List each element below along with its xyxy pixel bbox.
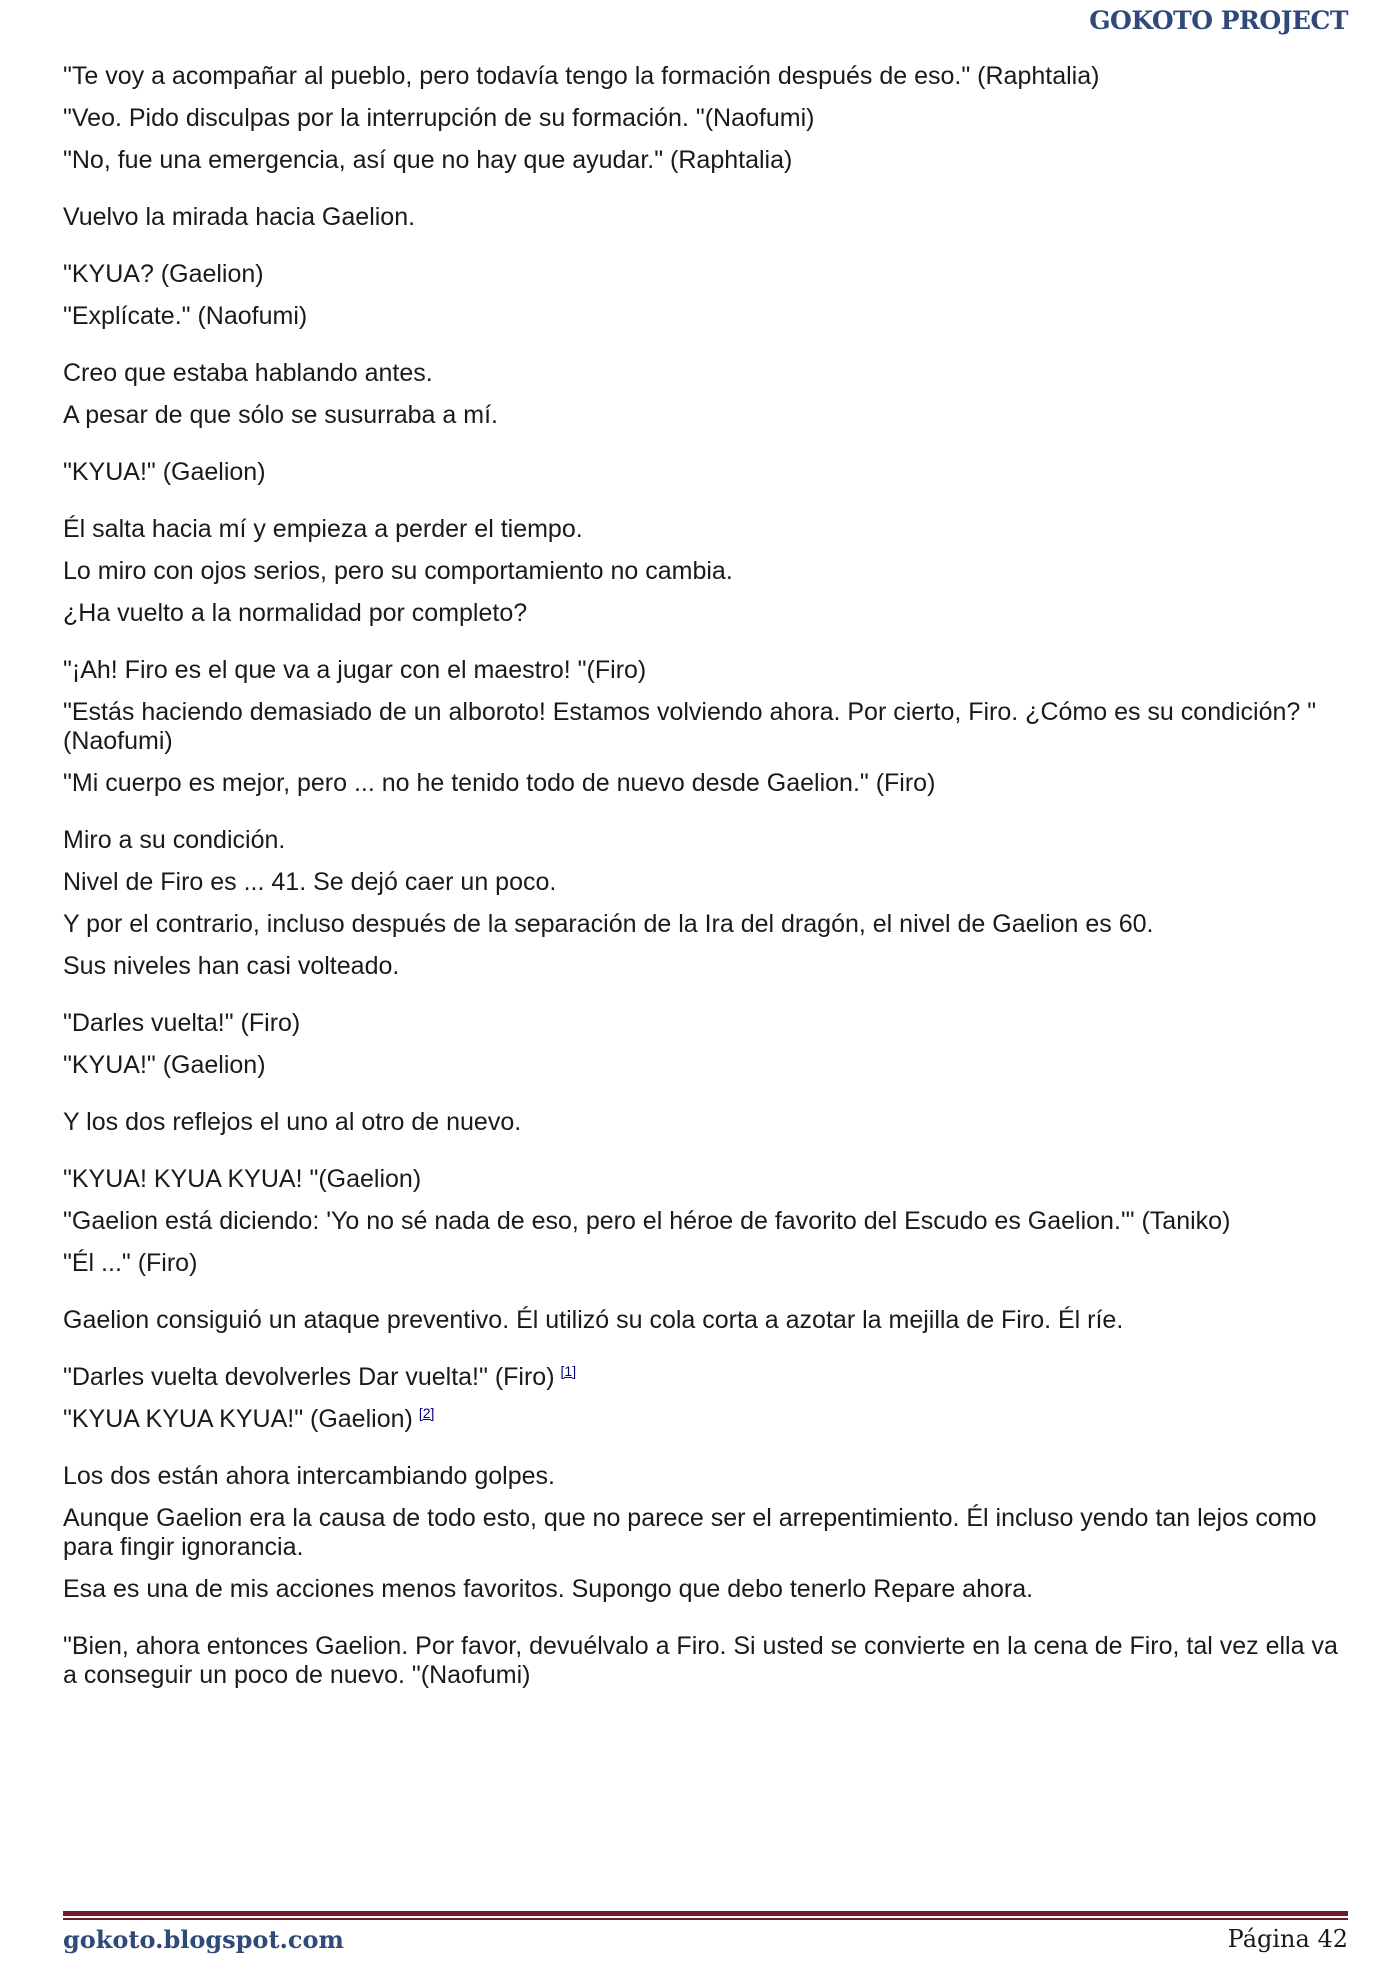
- text-line: A pesar de que sólo se susurraba a mí.: [63, 401, 498, 429]
- text-line: "Mi cuerpo es mejor, pero ... no he tenido todo de nuevo desde Gaelion." (Firo): [63, 769, 936, 797]
- text-line: "KYUA! KYUA KYUA! "(Gaelion): [63, 1165, 422, 1193]
- text-line: Lo miro con ojos serios, pero su comportamiento no cambia.: [63, 557, 733, 585]
- text-line: Y por el contrario, incluso después de la separación de la Ira del dragón, el nivel de Gaelion es 60.: [63, 910, 1154, 938]
- paragraph: [63, 1108, 1348, 1137]
- text-line: "Darles vuelta!" (Firo): [63, 1009, 301, 1037]
- text-line: Y los dos reflejos el uno al otro de nuevo.: [63, 1108, 522, 1136]
- paragraph-group: [63, 1462, 1348, 1690]
- text-line: "KYUA!" (Gaelion): [63, 1051, 266, 1079]
- text-line: Esa es una de mis acciones menos favoritos. Supongo que debo tenerlo Repare ahora.: [63, 1575, 1034, 1603]
- text-line: Sus niveles han casi volteado.: [63, 952, 400, 980]
- line-text: "Darles vuelta devolverles Dar vuelta!" (Firo): [63, 1363, 555, 1391]
- footer-url: gokoto.blogspot.com: [63, 1925, 344, 1954]
- footer-divider-thin: [63, 1918, 1348, 1920]
- paragraph: [63, 656, 1348, 798]
- text-line: Él salta hacia mí y empieza a perder el tiempo.: [63, 515, 583, 543]
- paragraph: [63, 1009, 1348, 1080]
- text-line: Gaelion consiguió un ataque preventivo. Él utilizó su cola corta a azotar la mejilla de Firo. Él ríe.: [63, 1306, 1124, 1334]
- text-line: "Él ..." (Firo): [63, 1249, 198, 1277]
- text-line: "KYUA? (Gaelion): [63, 260, 264, 288]
- paragraph: [63, 62, 1348, 175]
- paragraph: [63, 359, 1348, 430]
- text-line: Aunque Gaelion era la causa de todo esto, que no parece ser el arrepentimiento. Él incluso yendo tan lejos como para fingir ignorancia.: [63, 1504, 1317, 1561]
- page-body: [63, 62, 1348, 1718]
- paragraph: [63, 1306, 1348, 1335]
- text-line: Miro a su condición.: [63, 826, 286, 854]
- text-line: "Veo. Pido disculpas por la interrupción de su formación. "(Naofumi): [63, 104, 815, 132]
- paragraph: [63, 203, 1348, 232]
- text-line: [63, 1405, 1348, 1434]
- text-line: Creo que estaba hablando antes.: [63, 359, 433, 387]
- text-line: "¡Ah! Firo es el que va a jugar con el maestro! "(Firo): [63, 656, 647, 684]
- text-line: ¿Ha vuelto a la normalidad por completo?: [63, 599, 528, 627]
- text-line: Los dos están ahora intercambiando golpes.: [63, 1462, 555, 1490]
- paragraph: [63, 1462, 1348, 1604]
- header-brand: GOKOTO PROJECT: [1089, 6, 1348, 35]
- text-line: Nivel de Firo es ... 41. Se dejó caer un poco.: [63, 868, 557, 896]
- paragraph: [63, 826, 1348, 981]
- footer-divider: [63, 1911, 1348, 1916]
- text-line: [63, 1363, 1348, 1392]
- paragraph: [63, 458, 1348, 487]
- paragraph: [63, 1632, 1348, 1690]
- text-line: "KYUA!" (Gaelion): [63, 458, 266, 486]
- footnote-ref-1[interactable]: [1]: [560, 1362, 577, 1379]
- text-line: "Bien, ahora entonces Gaelion. Por favor, devuélvalo a Firo. Si usted se convierte en la cena de Firo, tal vez ella va a conseguir un poco de nuevo. "(Naofumi): [63, 1632, 1338, 1689]
- paragraph-group: [63, 62, 1348, 1335]
- paragraph: [63, 260, 1348, 331]
- text-line: Vuelvo la mirada hacia Gaelion.: [63, 203, 416, 231]
- footnote-ref-2[interactable]: [2]: [418, 1404, 435, 1421]
- line-text: "KYUA KYUA KYUA!" (Gaelion): [63, 1405, 413, 1433]
- text-line: "Te voy a acompañar al pueblo, pero todavía tengo la formación después de eso." (Raphtalia): [63, 62, 1100, 90]
- paragraph: [63, 1363, 1348, 1434]
- text-line: "Explícate." (Naofumi): [63, 302, 308, 330]
- text-line: "Gaelion está diciendo: 'Yo no sé nada de eso, pero el héroe de favorito del Escudo es Gaelion.'" (Taniko): [63, 1207, 1231, 1235]
- text-line: "No, fue una emergencia, así que no hay que ayudar." (Raphtalia): [63, 146, 793, 174]
- page-number: Página 42: [1227, 1925, 1348, 1953]
- text-line: "Estás haciendo demasiado de un alboroto! Estamos volviendo ahora. Por cierto, Firo. ¿Cómo es su condición? "(Naofumi): [63, 698, 1317, 755]
- paragraph: [63, 515, 1348, 628]
- paragraph: [63, 1165, 1348, 1278]
